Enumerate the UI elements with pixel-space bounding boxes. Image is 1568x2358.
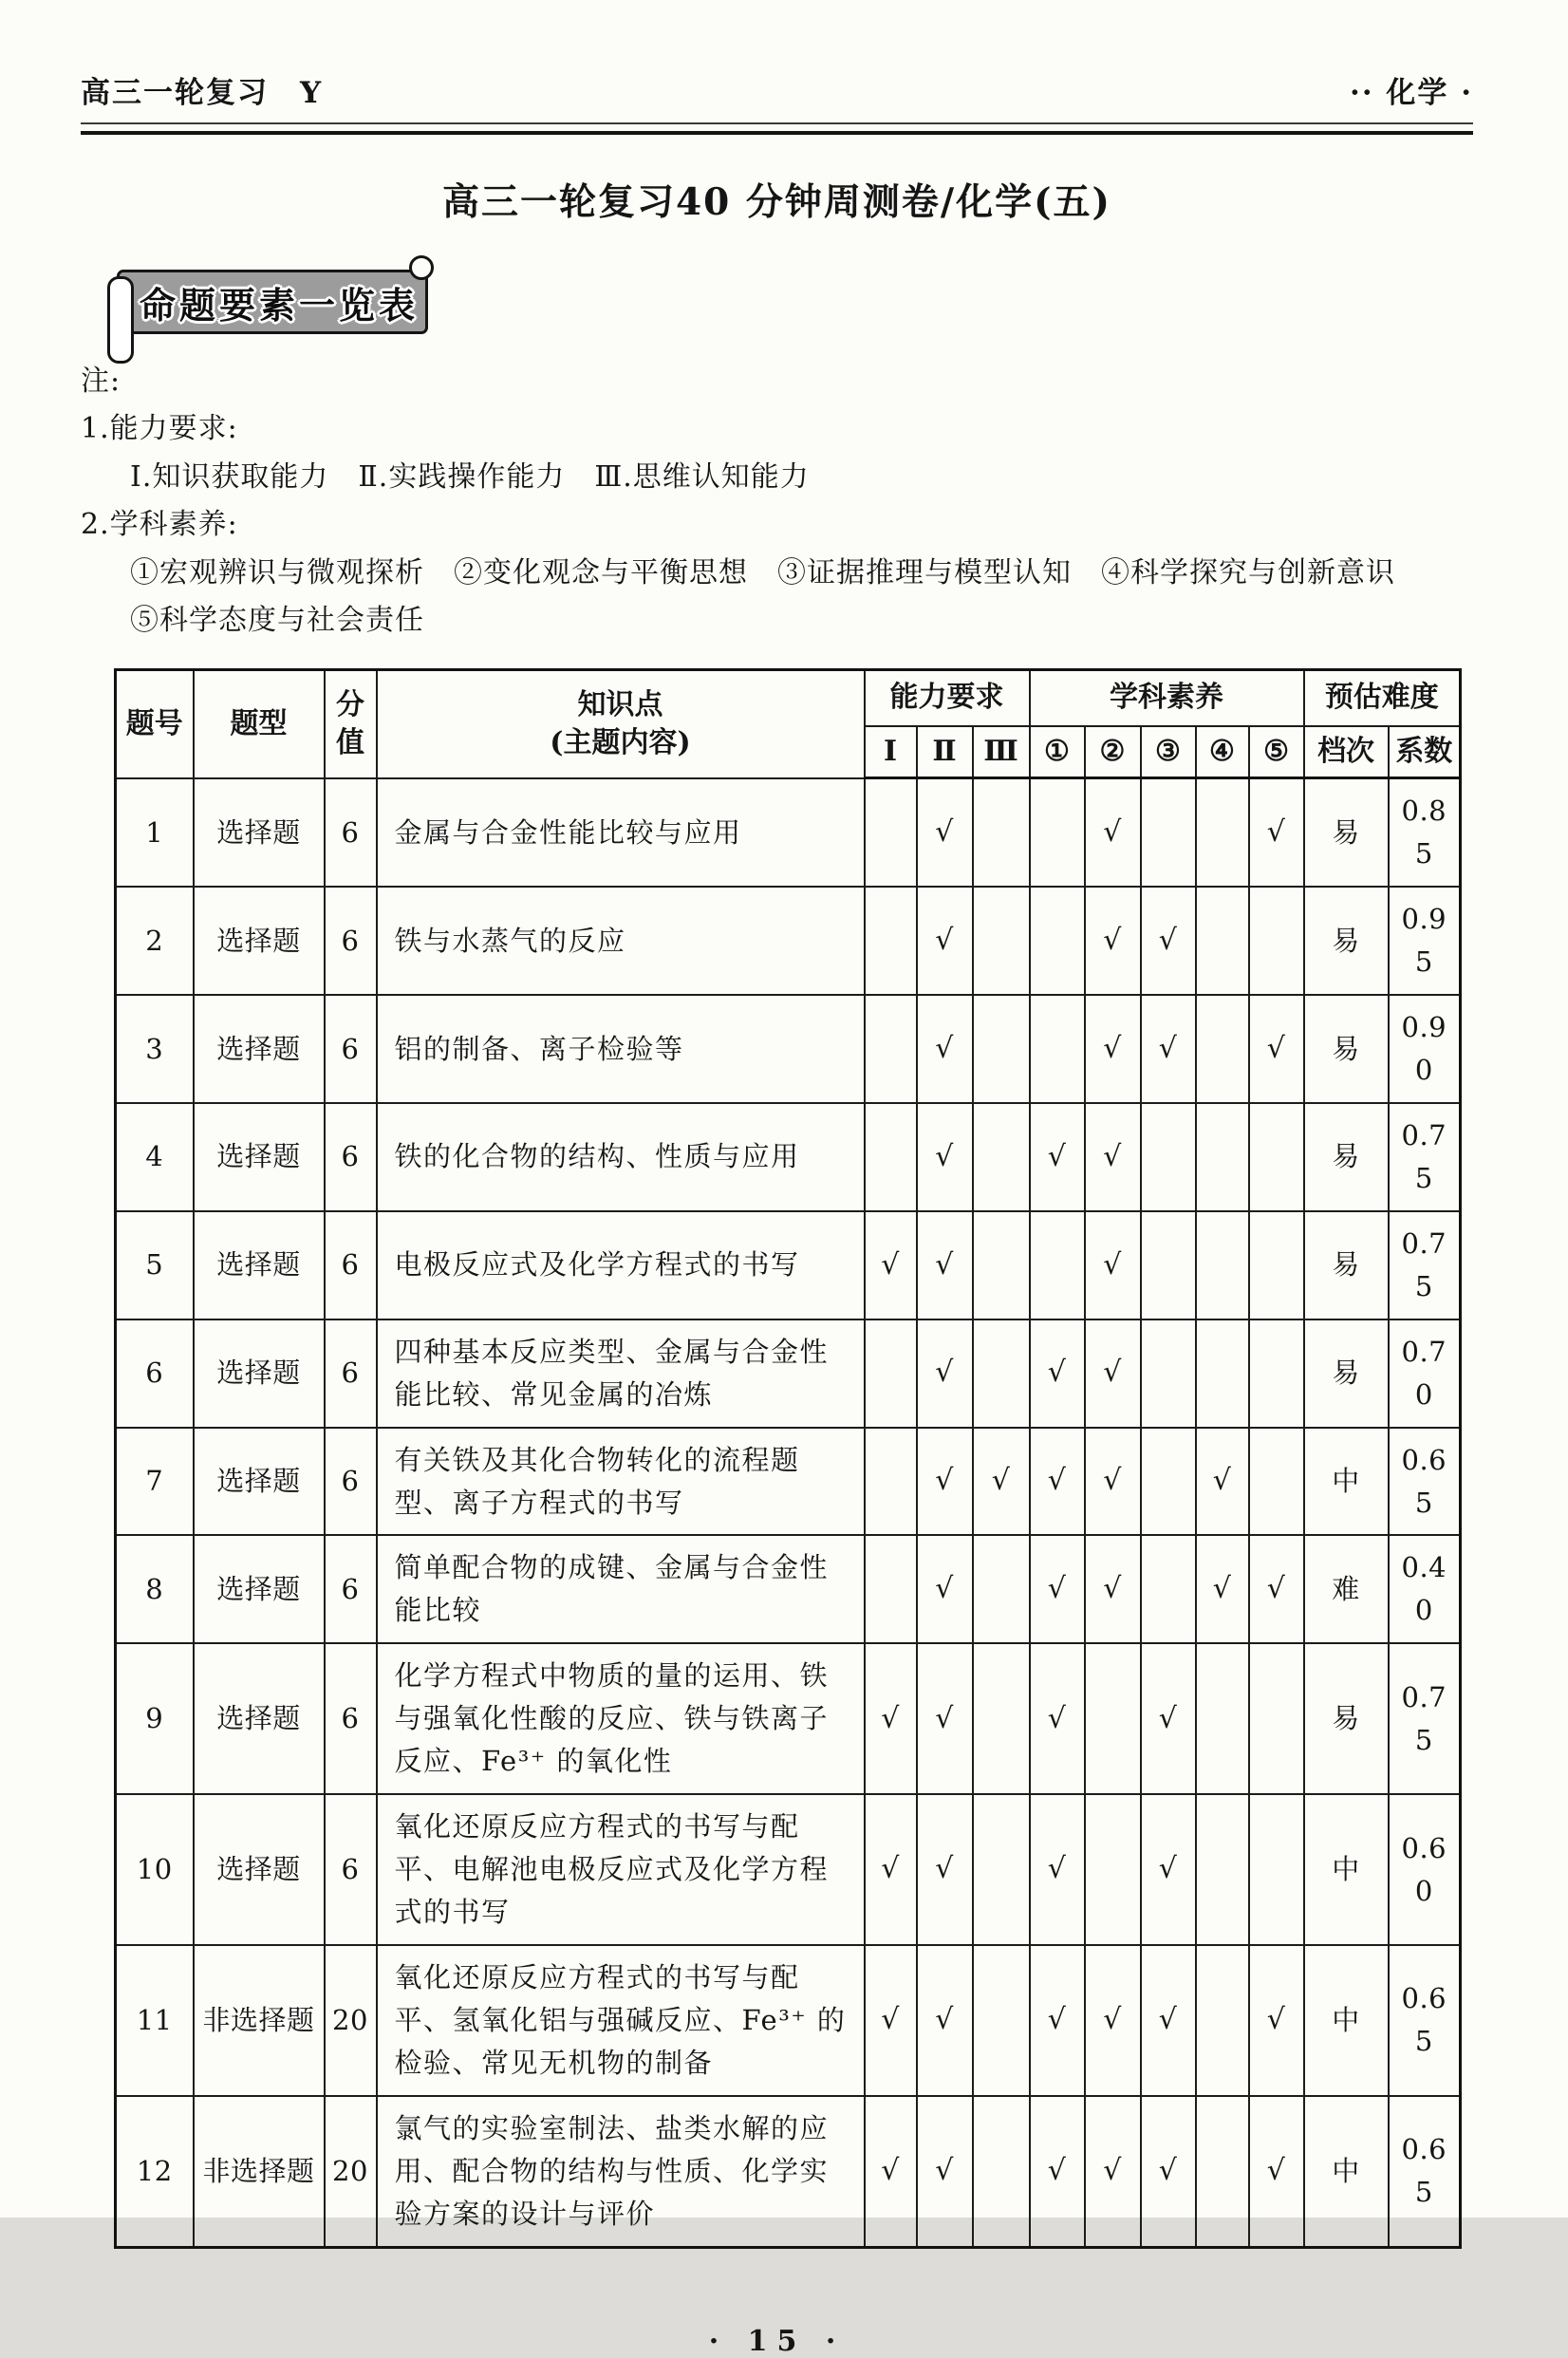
cell-points: 6 [325, 1794, 377, 1945]
cell-question-no: 9 [116, 1643, 194, 1794]
section-banner-title: 命题要素一览表 [139, 283, 419, 327]
col-group-difficulty: 预估难度 [1304, 670, 1461, 726]
cell-points: 20 [325, 2096, 377, 2247]
cell-difficulty-coefficient: 0.75 [1389, 1211, 1461, 1319]
table-row [116, 778, 1461, 887]
cell-literacy-1: √ [1030, 1428, 1085, 1536]
cell-literacy-5 [1249, 1643, 1304, 1794]
table-row [116, 1211, 1461, 1319]
cell-points: 6 [325, 778, 377, 887]
cell-literacy-4: √ [1196, 1428, 1249, 1536]
cell-literacy-3: √ [1141, 1945, 1196, 2096]
cell-literacy-2: √ [1085, 1103, 1141, 1211]
table-row [116, 2096, 1461, 2247]
cell-difficulty-level: 中 [1304, 1428, 1389, 1536]
cell-literacy-1: √ [1030, 2096, 1085, 2247]
cell-ability-1 [865, 1428, 917, 1536]
cell-ability-1 [865, 887, 917, 995]
cell-difficulty-coefficient: 0.90 [1389, 995, 1461, 1103]
cell-knowledge: 电极反应式及化学方程式的书写 [377, 1211, 865, 1319]
cell-difficulty-level: 易 [1304, 1211, 1389, 1319]
cell-ability-3 [973, 2096, 1030, 2247]
cell-difficulty-level: 易 [1304, 1319, 1389, 1428]
cell-ability-1 [865, 778, 917, 887]
col-header-difficulty-coefficient: 系数 [1389, 726, 1461, 778]
cell-ability-3 [973, 1945, 1030, 2096]
cell-points: 6 [325, 1428, 377, 1536]
cell-difficulty-coefficient: 0.40 [1389, 1535, 1461, 1643]
cell-literacy-4 [1196, 1945, 1249, 2096]
cell-points: 6 [325, 1319, 377, 1428]
col-header-literacy-5: ⑤ [1249, 726, 1304, 778]
cell-question-no: 10 [116, 1794, 194, 1945]
cell-literacy-5 [1249, 1794, 1304, 1945]
cell-literacy-1 [1030, 1211, 1085, 1319]
col-header-difficulty-level: 档次 [1304, 726, 1389, 778]
notes-section [81, 361, 1473, 642]
cell-literacy-1: √ [1030, 1103, 1085, 1211]
cell-literacy-5 [1249, 1428, 1304, 1536]
cell-difficulty-coefficient: 0.60 [1389, 1794, 1461, 1945]
cell-difficulty-level: 难 [1304, 1535, 1389, 1643]
cell-literacy-1 [1030, 995, 1085, 1103]
cell-literacy-3: √ [1141, 887, 1196, 995]
cell-ability-1 [865, 1319, 917, 1428]
cell-ability-2: √ [917, 778, 973, 887]
cell-difficulty-coefficient: 0.65 [1389, 2096, 1461, 2247]
table-row [116, 1319, 1461, 1428]
cell-literacy-4 [1196, 887, 1249, 995]
cell-knowledge: 氯气的实验室制法、盐类水解的应用、配合物的结构与性质、化学实验方案的设计与评价 [377, 2096, 865, 2247]
cell-literacy-1 [1030, 887, 1085, 995]
col-group-literacy: 学科素养 [1030, 670, 1304, 726]
cell-question-type: 选择题 [194, 1211, 325, 1319]
cell-points: 20 [325, 1945, 377, 2096]
cell-question-no: 5 [116, 1211, 194, 1319]
note-literacy-title: 2.学科素养: [81, 508, 238, 542]
cell-ability-2: √ [917, 1211, 973, 1319]
cell-ability-2: √ [917, 995, 973, 1103]
cell-knowledge: 铝的制备、离子检验等 [377, 995, 865, 1103]
cell-ability-1: √ [865, 1643, 917, 1794]
cell-literacy-4 [1196, 2096, 1249, 2247]
cell-difficulty-coefficient: 0.65 [1389, 1945, 1461, 2096]
cell-literacy-5 [1249, 1103, 1304, 1211]
cell-difficulty-level: 易 [1304, 1103, 1389, 1211]
table-header-group-row [116, 670, 1461, 726]
cell-literacy-2: √ [1085, 2096, 1141, 2247]
note-ability-title: 1.能力要求: [81, 412, 238, 446]
cell-literacy-5 [1249, 1211, 1304, 1319]
col-header-ability-2: Ⅱ [917, 726, 973, 778]
cell-literacy-5 [1249, 887, 1304, 995]
cell-question-type: 选择题 [194, 1319, 325, 1428]
cell-literacy-2: √ [1085, 887, 1141, 995]
cell-ability-3 [973, 995, 1030, 1103]
cell-literacy-3: √ [1141, 1643, 1196, 1794]
cell-question-no: 6 [116, 1319, 194, 1428]
col-header-knowledge-line2: (主题内容) [550, 726, 691, 760]
cell-question-type: 选择题 [194, 1643, 325, 1794]
cell-literacy-2: √ [1085, 1535, 1141, 1643]
cell-ability-1: √ [865, 1211, 917, 1319]
cell-literacy-4: √ [1196, 1535, 1249, 1643]
note-literacy-items-line1: ①宏观辨识与微观探析 ②变化观念与平衡思想 ③证据推理与模型认知 ④科学探究与创新意识 [130, 555, 1395, 590]
cell-points: 6 [325, 995, 377, 1103]
cell-literacy-4 [1196, 1103, 1249, 1211]
cell-difficulty-level: 中 [1304, 1945, 1389, 2096]
cell-ability-2: √ [917, 1535, 973, 1643]
cell-ability-1 [865, 1535, 917, 1643]
cell-literacy-3 [1141, 1428, 1196, 1536]
col-header-ability-3: Ⅲ [973, 726, 1030, 778]
page-number: · 15 · [708, 2324, 846, 2358]
cell-literacy-3 [1141, 1103, 1196, 1211]
table-row [116, 1945, 1461, 2096]
cell-knowledge: 氧化还原反应方程式的书写与配平、电解池电极反应式及化学方程式的书写 [377, 1794, 865, 1945]
cell-literacy-5: √ [1249, 1535, 1304, 1643]
col-header-literacy-1: ① [1030, 726, 1085, 778]
cell-question-type: 选择题 [194, 995, 325, 1103]
cell-ability-1: √ [865, 2096, 917, 2247]
col-header-knowledge [377, 670, 865, 778]
cell-literacy-5: √ [1249, 2096, 1304, 2247]
cell-literacy-3: √ [1141, 2096, 1196, 2247]
cell-ability-3 [973, 1535, 1030, 1643]
col-group-ability: 能力要求 [865, 670, 1030, 726]
cell-question-no: 12 [116, 2096, 194, 2247]
cell-literacy-4 [1196, 1794, 1249, 1945]
table-body [116, 778, 1461, 2247]
table-row [116, 1428, 1461, 1536]
cell-literacy-4 [1196, 1319, 1249, 1428]
cell-points: 6 [325, 887, 377, 995]
cell-literacy-4 [1196, 995, 1249, 1103]
cell-difficulty-level: 易 [1304, 995, 1389, 1103]
cell-knowledge: 有关铁及其化合物转化的流程题型、离子方程式的书写 [377, 1428, 865, 1536]
cell-ability-3 [973, 1794, 1030, 1945]
notes-label: 注: [81, 365, 121, 398]
cell-question-no: 11 [116, 1945, 194, 2096]
cell-points: 6 [325, 1535, 377, 1643]
cell-literacy-1: √ [1030, 1794, 1085, 1945]
cell-literacy-1: √ [1030, 1319, 1085, 1428]
cell-literacy-2: √ [1085, 1319, 1141, 1428]
cell-ability-2: √ [917, 1103, 973, 1211]
cell-literacy-3 [1141, 1211, 1196, 1319]
cell-difficulty-level: 中 [1304, 1794, 1389, 1945]
cell-question-no: 1 [116, 778, 194, 887]
header-rule [81, 122, 1473, 135]
cell-question-no: 2 [116, 887, 194, 995]
cell-ability-1: √ [865, 1945, 917, 2096]
cell-literacy-2 [1085, 1794, 1141, 1945]
cell-question-type: 选择题 [194, 1428, 325, 1536]
cell-difficulty-level: 易 [1304, 887, 1389, 995]
cell-ability-2: √ [917, 2096, 973, 2247]
cell-ability-3 [973, 887, 1030, 995]
cell-question-type: 选择题 [194, 778, 325, 887]
cell-literacy-2 [1085, 1643, 1141, 1794]
cell-question-type: 非选择题 [194, 2096, 325, 2247]
cell-literacy-5: √ [1249, 1945, 1304, 2096]
table-row [116, 1103, 1461, 1211]
cell-ability-2: √ [917, 1428, 973, 1536]
note-ability-items: Ⅰ.知识获取能力 Ⅱ.实践操作能力 Ⅲ.思维认知能力 [130, 459, 810, 494]
cell-question-no: 3 [116, 995, 194, 1103]
table-row [116, 1643, 1461, 1794]
cell-literacy-3 [1141, 778, 1196, 887]
cell-difficulty-level: 易 [1304, 1643, 1389, 1794]
col-header-literacy-4: ④ [1196, 726, 1249, 778]
note-literacy-items-line2: ⑤科学态度与社会责任 [130, 603, 424, 637]
cell-difficulty-coefficient: 0.70 [1389, 1319, 1461, 1428]
cell-question-type: 选择题 [194, 1103, 325, 1211]
table-row [116, 887, 1461, 995]
cell-literacy-4 [1196, 778, 1249, 887]
cell-question-type: 选择题 [194, 1794, 325, 1945]
cell-ability-3 [973, 1103, 1030, 1211]
exam-spec-table [114, 668, 1462, 2248]
cell-difficulty-coefficient: 0.75 [1389, 1103, 1461, 1211]
cell-ability-3 [973, 1211, 1030, 1319]
cell-knowledge: 铁与水蒸气的反应 [377, 887, 865, 995]
cell-ability-2: √ [917, 887, 973, 995]
cell-ability-3: √ [973, 1428, 1030, 1536]
cell-difficulty-level: 中 [1304, 2096, 1389, 2247]
cell-question-type: 非选择题 [194, 1945, 325, 2096]
cell-ability-3 [973, 1319, 1030, 1428]
cell-literacy-2: √ [1085, 1428, 1141, 1536]
cell-literacy-3: √ [1141, 1794, 1196, 1945]
cell-points: 6 [325, 1103, 377, 1211]
cell-ability-3 [973, 778, 1030, 887]
cell-ability-2: √ [917, 1794, 973, 1945]
cell-difficulty-level: 易 [1304, 778, 1389, 887]
cell-literacy-5 [1249, 1319, 1304, 1428]
section-banner [117, 270, 428, 334]
cell-question-no: 4 [116, 1103, 194, 1211]
cell-literacy-4 [1196, 1643, 1249, 1794]
cell-literacy-2: √ [1085, 995, 1141, 1103]
cell-literacy-5: √ [1249, 995, 1304, 1103]
cell-literacy-2: √ [1085, 1211, 1141, 1319]
col-header-question-type: 题型 [194, 670, 325, 778]
col-header-ability-1: Ⅰ [865, 726, 917, 778]
cell-points: 6 [325, 1643, 377, 1794]
col-header-question-no: 题号 [116, 670, 194, 778]
cell-knowledge: 化学方程式中物质的量的运用、铁与强氧化性酸的反应、铁与铁离子反应、Fe³⁺ 的氧化性 [377, 1643, 865, 1794]
cell-literacy-2: √ [1085, 1945, 1141, 2096]
cell-ability-2: √ [917, 1643, 973, 1794]
cell-difficulty-coefficient: 0.65 [1389, 1428, 1461, 1536]
cell-question-no: 7 [116, 1428, 194, 1536]
cell-literacy-4 [1196, 1211, 1249, 1319]
col-header-knowledge-line1: 知识点 [577, 687, 663, 721]
cell-knowledge: 简单配合物的成键、金属与合金性能比较 [377, 1535, 865, 1643]
col-header-literacy-3: ③ [1141, 726, 1196, 778]
cell-ability-1 [865, 995, 917, 1103]
cell-knowledge: 铁的化合物的结构、性质与应用 [377, 1103, 865, 1211]
cell-points: 6 [325, 1211, 377, 1319]
col-header-points: 分值 [325, 670, 377, 778]
table-row [116, 995, 1461, 1103]
cell-ability-1: √ [865, 1794, 917, 1945]
cell-ability-2: √ [917, 1945, 973, 2096]
table-row [116, 1535, 1461, 1643]
cell-literacy-1: √ [1030, 1945, 1085, 2096]
cell-difficulty-coefficient: 0.75 [1389, 1643, 1461, 1794]
cell-literacy-1: √ [1030, 1535, 1085, 1643]
cell-ability-2: √ [917, 1319, 973, 1428]
cell-literacy-3: √ [1141, 995, 1196, 1103]
running-header [81, 0, 1473, 111]
cell-literacy-2: √ [1085, 778, 1141, 887]
running-header-left: 高三一轮复习 Y [81, 76, 324, 110]
cell-literacy-3 [1141, 1319, 1196, 1428]
cell-knowledge: 金属与合金性能比较与应用 [377, 778, 865, 887]
cell-question-no: 8 [116, 1535, 194, 1643]
cell-difficulty-coefficient: 0.85 [1389, 778, 1461, 887]
cell-knowledge: 四种基本反应类型、金属与合金性能比较、常见金属的冶炼 [377, 1319, 865, 1428]
cell-knowledge: 氧化还原反应方程式的书写与配平、氢氧化铝与强碱反应、Fe³⁺ 的检验、常见无机物的制备 [377, 1945, 865, 2096]
cell-difficulty-coefficient: 0.95 [1389, 887, 1461, 995]
table-row [116, 1794, 1461, 1945]
page-title: 高三一轮复习40 分钟周测卷/化学(五) [442, 180, 1111, 224]
cell-ability-1 [865, 1103, 917, 1211]
cell-ability-3 [973, 1643, 1030, 1794]
cell-question-type: 选择题 [194, 887, 325, 995]
col-header-literacy-2: ② [1085, 726, 1141, 778]
cell-literacy-1 [1030, 778, 1085, 887]
running-header-right: ·· 化学 · [1350, 76, 1473, 110]
cell-literacy-3 [1141, 1535, 1196, 1643]
cell-literacy-1: √ [1030, 1643, 1085, 1794]
cell-question-type: 选择题 [194, 1535, 325, 1643]
cell-literacy-5: √ [1249, 778, 1304, 887]
